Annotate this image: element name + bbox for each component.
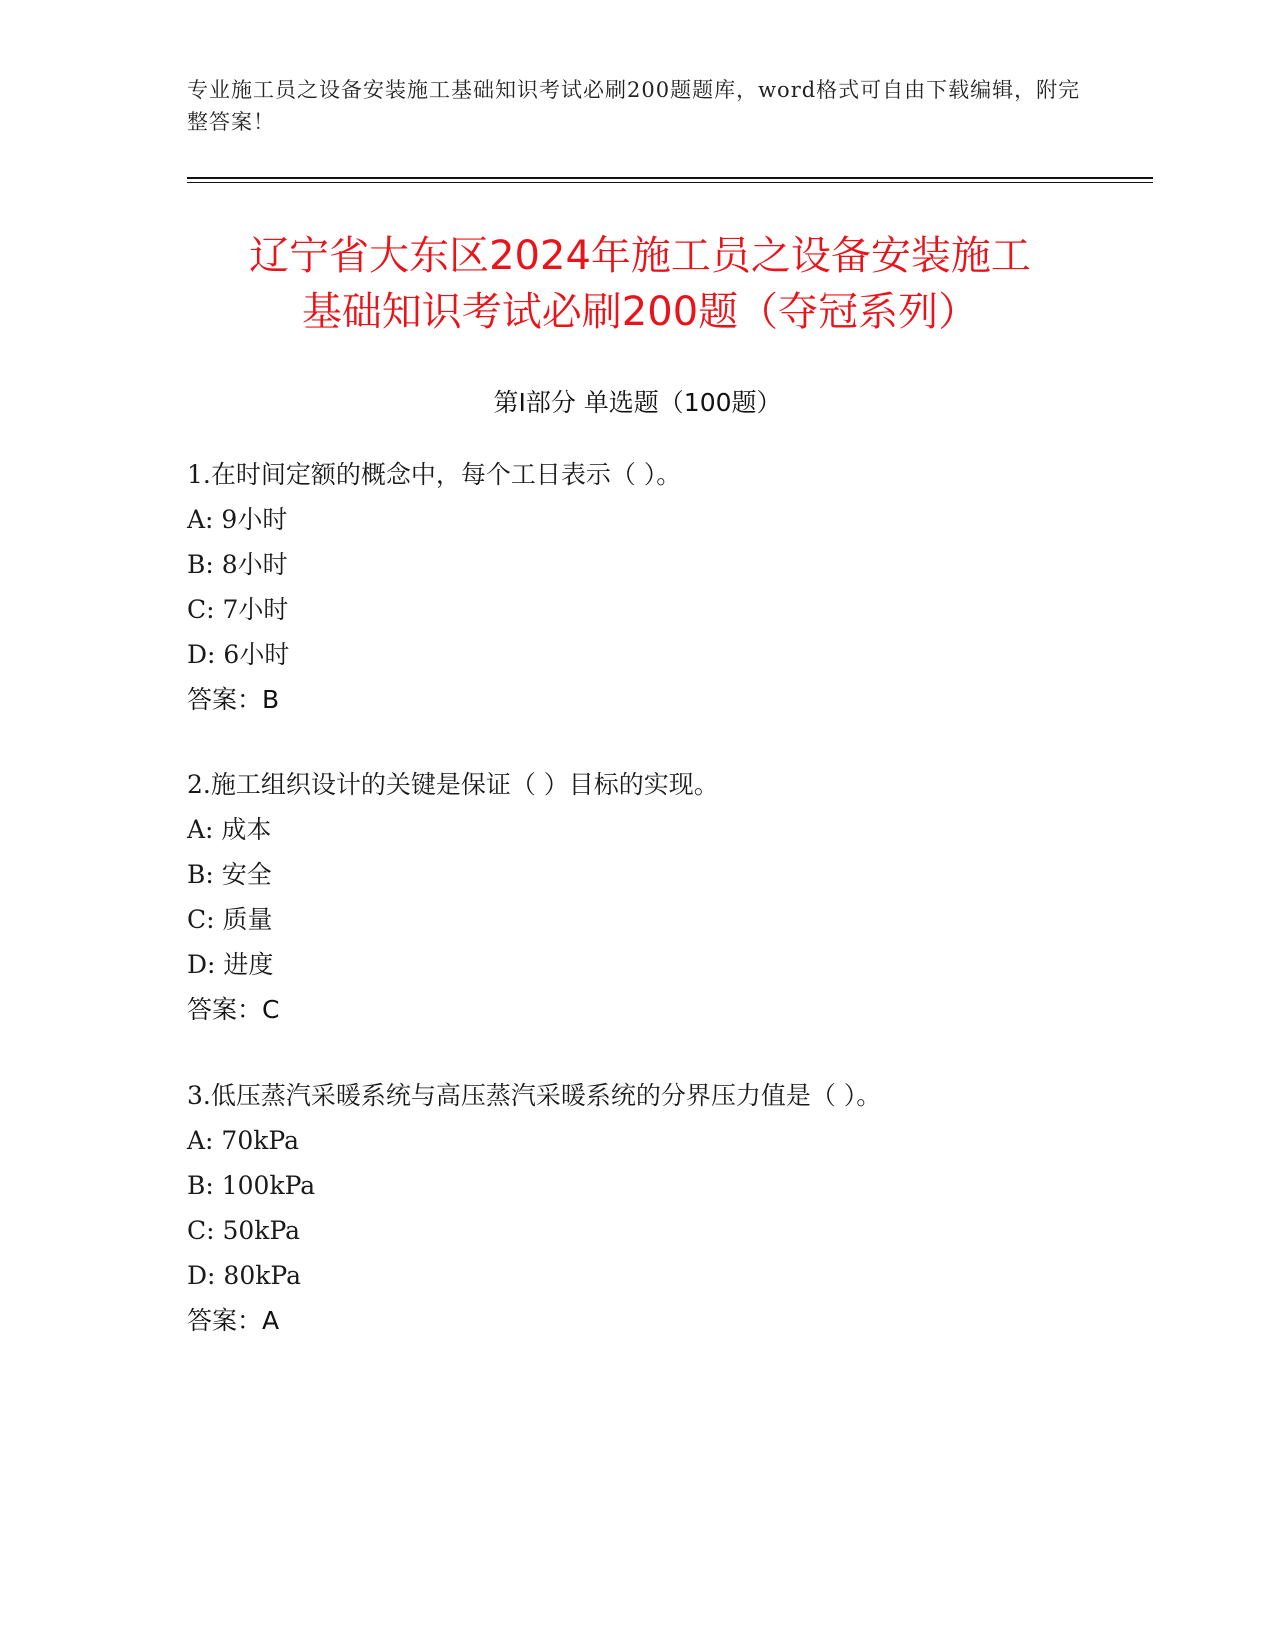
question-block [187,452,1147,722]
title-line-2: 基础知识考试必刷200题（夺冠系列） [301,289,979,335]
option-a: A: 9小时 [187,505,288,534]
section-title: 第I部分 单选题（100题） [493,388,782,417]
option-c: C: 质量 [187,905,273,934]
question-block [187,1073,1147,1343]
header-divider-thin [187,182,1153,183]
option-d: D: 进度 [187,950,274,979]
option-a: A: 70kPa [187,1126,299,1155]
header-divider-thick [187,177,1153,179]
answer-line: 答案：B [187,685,280,714]
option-d: D: 80kPa [187,1261,301,1290]
document-title [160,228,1120,340]
option-d: D: 6小时 [187,640,290,669]
option-b: B: 8小时 [187,550,288,579]
option-c: C: 7小时 [187,595,289,624]
option-a: A: 成本 [187,815,272,844]
option-b: B: 100kPa [187,1171,316,1200]
question-stem: 1.在时间定额的概念中，每个工日表示（ ）。 [187,460,682,489]
question-block [187,762,1147,1032]
answer-line: 答案：A [187,1306,280,1335]
answer-line: 答案：C [187,995,280,1024]
option-b: B: 安全 [187,860,272,889]
header-note: 专业施工员之设备安装施工基础知识考试必刷200题题库，word格式可自由下载编辑，附完整答案！ [187,78,1081,134]
question-stem: 2.施工组织设计的关键是保证（ ）目标的实现。 [187,770,719,799]
title-line-1: 辽宁省大东区2024年施工员之设备安装施工 [249,233,1031,279]
question-stem: 3.低压蒸汽采暖系统与高压蒸汽采暖系统的分界压力值是（ ）。 [187,1081,882,1110]
option-c: C: 50kPa [187,1216,301,1245]
